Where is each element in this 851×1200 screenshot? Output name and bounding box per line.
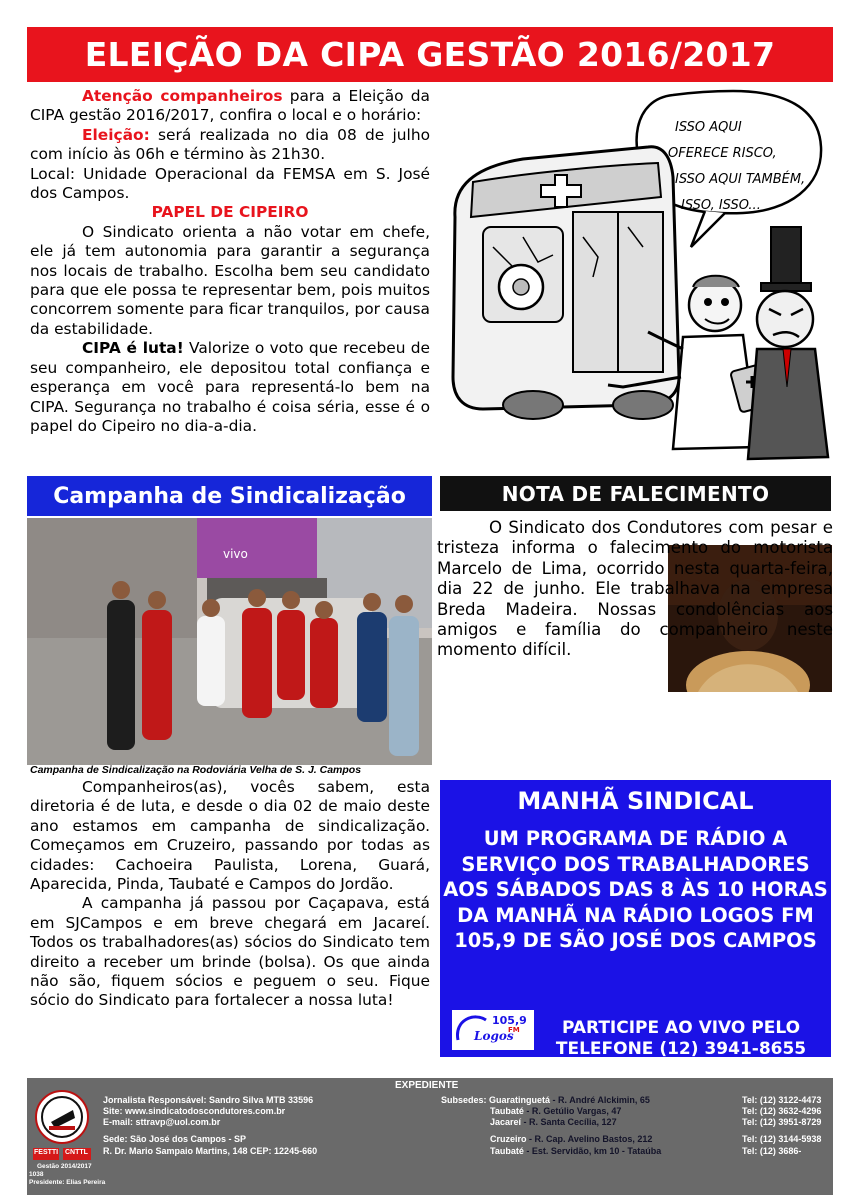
cnttl-logo: CNTTL: [63, 1148, 91, 1160]
footer-site[interactable]: Site: www.sindicatodoscondutores.com.br: [103, 1106, 286, 1116]
cipa-paragraph-3: Local: Unidade Operacional da FEMSA em S. José dos Campos.: [30, 164, 430, 203]
footer-gestao: Gestão 2014/2017: [37, 1163, 92, 1170]
speech-line-2: OFERECE RISCO,: [668, 146, 777, 161]
manha-sindical-box: [440, 780, 831, 1057]
footer-code: 1038: [29, 1171, 44, 1178]
footer-tel-2: Tel: (12) 3632-4296: [742, 1106, 822, 1116]
svg-text:Logos: Logos: [474, 1029, 514, 1043]
cipa-paragraph-4: O Sindicato orienta a não votar em chefe, ele já tem autonomia para garantir a segurança nos locais de trabalho. Escolha bem seu candidato para que ele possa te representar bem, pois muitos concorrem somente para ficar tranquilos, por causa da estabilidade.: [30, 222, 430, 338]
nota-article: [437, 518, 833, 661]
footer-tel-5: Tel: (12) 3686-: [742, 1146, 802, 1156]
cartoon-illustration: [443, 87, 833, 467]
speech-line-4: ISSO, ISSO...: [681, 198, 761, 213]
manha-title: MANHÃ SINDICAL: [517, 787, 754, 815]
festti-logo: FESTTI: [33, 1148, 59, 1160]
headline-title: ELEIÇÃO DA CIPA GESTÃO 2016/2017: [84, 35, 776, 74]
headline-banner: [27, 27, 833, 82]
footer-tel-4: Tel: (12) 3144-5938: [742, 1134, 822, 1144]
footer-jornalista: Jornalista Responsável: Sandro Silva MTB 33596: [103, 1095, 314, 1105]
sindicato-logo-icon: [37, 1092, 87, 1142]
campanha-article: [30, 778, 430, 1011]
photo-caption: Campanha de Sindicalização na Rodoviária Velha de S. J. Campos: [30, 764, 362, 776]
campanha-paragraph-1: Companheiros(as), vocês sabem, esta diretoria é de luta, e desde o dia 02 de maio deste ano estamos em campanha de sindicalização. Começamos em Cruzeiro, passando por todas as cidades: Cachoeira Paulista, Lorena, Guará, Aparecida, Pinda, Taubaté e Campos do Jordão.: [30, 778, 430, 894]
footer-tel-1: Tel: (12) 3122-4473: [742, 1095, 822, 1105]
cipa-article: [30, 87, 430, 436]
campanha-section-heading: [27, 476, 432, 516]
manha-call-to-action: [538, 1018, 824, 1060]
svg-text:FM: FM: [508, 1026, 520, 1034]
photo-vivo-sign: vivo: [223, 547, 248, 561]
campanha-photo: [27, 518, 432, 765]
footer-sede: Sede: São José dos Campos - SP: [103, 1134, 247, 1144]
footer-subsede-jacarei: Jacareí - R. Santa Cecília, 127: [490, 1117, 617, 1127]
footer-presidente: Presidente: Elias Pereira: [29, 1179, 106, 1186]
manha-body: UM PROGRAMA DE RÁDIO A SERVIÇO DOS TRABALHADORES AOS SÁBADOS DAS 8 ÀS 10 HORAS DA MANHÃ NA RÁDIO LOGOS FM 105,9 DE SÃO JOSÉ DOS CAMPOS: [443, 827, 828, 952]
footer-subsede-guaratingueta: Subsedes: Guaratinguetá - R. André Alckimin, 65: [441, 1095, 650, 1105]
footer-title: EXPEDIENTE: [395, 1080, 459, 1091]
nota-heading-text: NOTA DE FALECIMENTO: [501, 481, 770, 506]
cipa-subheading: PAPEL DE CIPEIRO: [151, 203, 309, 222]
expediente-footer: [27, 1078, 833, 1195]
radio-logos-logo: [452, 1010, 534, 1050]
cipa-paragraph-2: Eleição: será realizada no dia 08 de julho com início às 06h e término às 21h30.: [30, 125, 430, 164]
cartoon-bus-drawing: [443, 87, 833, 467]
svg-text:105,9: 105,9: [492, 1014, 527, 1027]
footer-sede-address: R. Dr. Mario Sampaio Martins, 148 CEP: 12245-660: [103, 1146, 318, 1156]
footer-subsede-cruzeiro: Cruzeiro - R. Cap. Avelino Bastos, 212: [490, 1134, 653, 1144]
speech-line-3: ISSO AQUI TAMBÉM,: [675, 172, 806, 187]
sindicato-logo: [35, 1090, 89, 1144]
footer-subsede-taubate-1: Taubaté - R. Getúlio Vargas, 47: [490, 1106, 622, 1116]
campanha-photo-scene: [27, 518, 432, 765]
footer-email[interactable]: E-mail: sttravp@uol.com.br: [103, 1117, 221, 1127]
speech-line-1: ISSO AQUI: [675, 120, 742, 135]
nota-section-heading: [440, 476, 831, 511]
cipa-paragraph-1: Atenção companheiros para a Eleição da CIPA gestão 2016/2017, confira o local e o horário:: [30, 87, 430, 125]
footer-tel-3: Tel: (12) 3951-8729: [742, 1117, 822, 1127]
radio-logo-icon: [452, 1010, 534, 1050]
cipa-paragraph-5: CIPA é luta! Valorize o voto que recebeu de seu companheiro, ele depositou total confiança e esperança em você para representá-lo bem na CIPA. Segurança no trabalho é coisa séria, esse é o papel do Cipeiro no dia-a-dia.: [30, 339, 430, 435]
campanha-heading-text: Campanha de Sindicalização: [53, 483, 406, 509]
campanha-paragraph-2: A campanha já passou por Caçapava, está em SJCampos e em breve chegará em Jacareí. Todos os trabalhadores(as) sócios do Sindicato tem direito a receber um brinde (bolsa). Os que ainda não são, fiquem sócios e peguem o seu. Fique sócio do Sindicato para fortalecer a nossa luta!: [30, 894, 430, 1010]
manha-call-line-1: PARTICIPE AO VIVO PELO: [561, 1018, 801, 1038]
footer-subsede-taubate-2: Taubaté - Est. Servidão, km 10 - Tataúba: [490, 1146, 662, 1156]
nota-paragraph: O Sindicato dos Condutores com pesar e tristeza informa o falecimento do motorista Marcelo de Lima, ocorrido nesta quarta-feira, dia 22 de junho. Ele trabalhava na empresa Breda Madeira. Nossas condolências aos amigos e família do companheiro neste momento difícil.: [437, 518, 833, 660]
manha-call-line-2: TELEFONE (12) 3941-8655: [555, 1039, 807, 1059]
